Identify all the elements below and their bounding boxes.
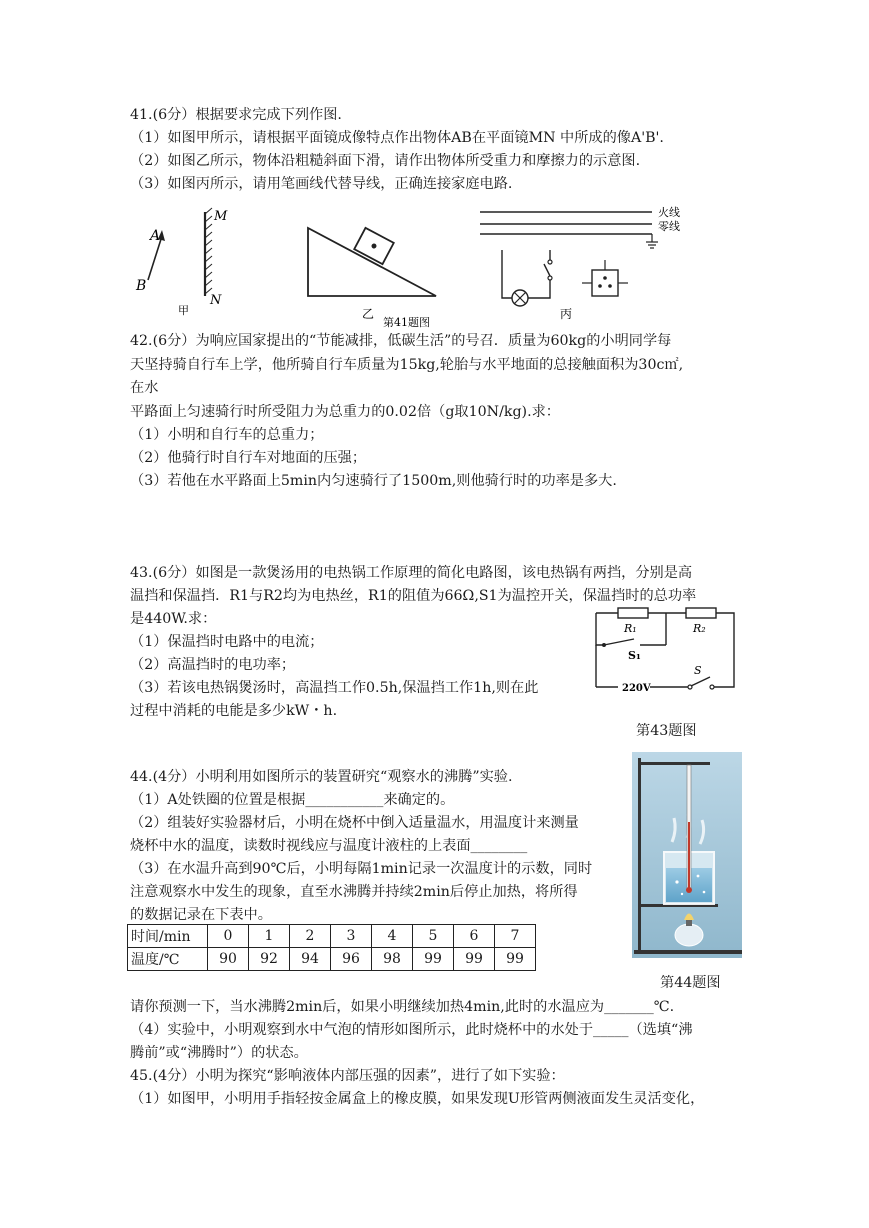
q42-line-3: 在水 — [130, 380, 159, 396]
q44-line-4: 烧杯中水的温度，读数时视线应与温度计液柱的上表面________ — [130, 838, 528, 854]
q44-after-1: 请你预测一下，当水沸腾2min后，如果小明继续加热4min,此时的水温应为_______℃. — [130, 999, 675, 1015]
q43-line-6: （3）若该电热锅煲汤时，高温挡工作0.5h,保温挡工作1h,则在此 — [130, 680, 539, 696]
q44-line-1: 44.(4分）小明利用如图所示的装置研究“观察水的沸腾”实验. — [130, 769, 513, 785]
q42-line-6: （2）他骑行时自行车对地面的压强； — [130, 450, 367, 466]
q41-item-2: （2）如图乙所示，物体沿粗糙斜面下滑，请作出物体所受重力和摩擦力的示意图. — [130, 153, 641, 169]
neutral-wire-label: 零线 — [658, 220, 680, 233]
table-row — [128, 948, 536, 971]
time-cell: 2 — [290, 925, 331, 948]
r1-label: R₁ — [624, 622, 637, 635]
time-cell: 5 — [413, 925, 454, 948]
q43-line-3: 是440W.求： — [130, 611, 217, 627]
temperature-table — [127, 924, 536, 971]
temp-cell: 90 — [208, 948, 249, 971]
q44-figure-caption: 第44题图 — [660, 975, 721, 991]
live-wire-label: 火线 — [658, 206, 680, 219]
q41-figure — [130, 200, 705, 332]
label-B: B — [136, 278, 147, 294]
q44-line-6: 注意观察水中发生的现象，直至水沸腾并持续2min后停止加热，将所得 — [130, 884, 578, 900]
q43-figure-caption: 第43题图 — [636, 723, 697, 739]
time-cell: 4 — [372, 925, 413, 948]
q41-title: 41.(6分）根据要求完成下列作图. — [130, 107, 342, 123]
q41-item-3: （3）如图丙所示，请用笔画线代替导线，正确连接家庭电路. — [130, 176, 513, 192]
q44-after-3: 腾前”或“沸腾时”）的状态。 — [130, 1045, 308, 1061]
q42-line-7: （3）若他在水平路面上5min内匀速骑行了1500m,则他骑行时的功率是多大. — [130, 473, 617, 489]
q42-line-5: （1）小明和自行车的总重力； — [130, 427, 324, 443]
q44-line-5: （3）在水温升高到90℃后，小明每隔1min记录一次温度计的示数，同时 — [130, 861, 593, 877]
temp-cell: 94 — [290, 948, 331, 971]
r2-label: R₂ — [693, 622, 706, 635]
voltage-label: 220V — [622, 683, 651, 694]
s1-label: S₁ — [628, 649, 641, 662]
q43-line-1: 43.(6分）如图是一款煲汤用的电热锅工作原理的简化电路图，该电热锅有两挡，分别是高 — [130, 565, 693, 581]
time-cell: 7 — [495, 925, 536, 948]
figure-yi — [308, 228, 436, 329]
q44-line-2: （1）A处铁圈的位置是根据___________来确定的。 — [130, 792, 455, 808]
time-cell: 1 — [249, 925, 290, 948]
figure-41-caption: 第41题图 — [383, 316, 430, 329]
label-M: M — [214, 209, 228, 224]
time-cell: 0 — [208, 925, 249, 948]
q44-line-3: （2）组装好实验器材后，小明在烧杯中倒入适量温水，用温度计来测量 — [130, 815, 579, 831]
time-cell: 6 — [454, 925, 495, 948]
figure-jia — [135, 208, 228, 317]
temp-cell: 96 — [331, 948, 372, 971]
time-cell: 3 — [331, 925, 372, 948]
time-header: 时间/min — [128, 925, 208, 948]
q43-circuit-figure — [590, 605, 740, 695]
label-bing: 丙 — [560, 307, 573, 321]
q42-line-1: 42.(6分）为响应国家提出的“节能减排，低碳生活”的号召．质量为60kg的小明同学每 — [130, 333, 672, 349]
q41-item-1: （1）如图甲所示，请根据平面镜成像特点作出物体AB在平面镜MN 中所成的像A'B'. — [130, 130, 664, 146]
label-yi: 乙 — [362, 307, 375, 321]
temp-cell: 92 — [249, 948, 290, 971]
label-N: N — [210, 293, 222, 308]
q42-line-2: 天坚持骑自行车上学，他所骑自行车质量为15kg,轮胎与水平地面的总接触面积为30c㎡, — [130, 357, 684, 373]
q45-line-1: 45.(4分）小明为探究“影响液体内部压强的因素”，进行了如下实验： — [130, 1068, 565, 1084]
figure-bing — [480, 205, 680, 321]
temp-cell: 99 — [454, 948, 495, 971]
label-A: A — [150, 228, 161, 244]
q43-line-2: 温挡和保温挡．R1与R2均为电热丝，R1的阻值为66Ω,S1为温控开关，保温挡时的总功率 — [130, 588, 697, 604]
s-label: S — [694, 664, 702, 677]
table-row — [128, 925, 536, 948]
temp-cell: 98 — [372, 948, 413, 971]
q45-line-2: （1）如图甲，小明用手指轻按金属盒上的橡皮膜，如果发现U形管两侧液面发生灵活变化， — [130, 1091, 705, 1107]
label-jia: 甲 — [178, 304, 189, 317]
q43-line-5: （2）高温挡时的电功率； — [130, 657, 296, 673]
q43-line-4: （1）保温挡时电路中的电流； — [130, 634, 324, 650]
q44-after-2: （4）实验中，小明观察到水中气泡的情形如图所示，此时烧杯中的水处于_____（选填“沸 — [130, 1022, 693, 1038]
boiling-apparatus-image — [632, 752, 742, 958]
temp-cell: 99 — [413, 948, 454, 971]
q44-line-7: 的数据记录在下表中。 — [130, 907, 272, 923]
temp-header: 温度/℃ — [128, 948, 208, 971]
temp-cell: 99 — [495, 948, 536, 971]
q42-line-4: 平路面上匀速骑行时所受阻力为总重力的0.02倍（g取10N/kg).求： — [130, 404, 560, 420]
q43-line-7: 过程中消耗的电能是多少kW・h. — [130, 703, 338, 719]
